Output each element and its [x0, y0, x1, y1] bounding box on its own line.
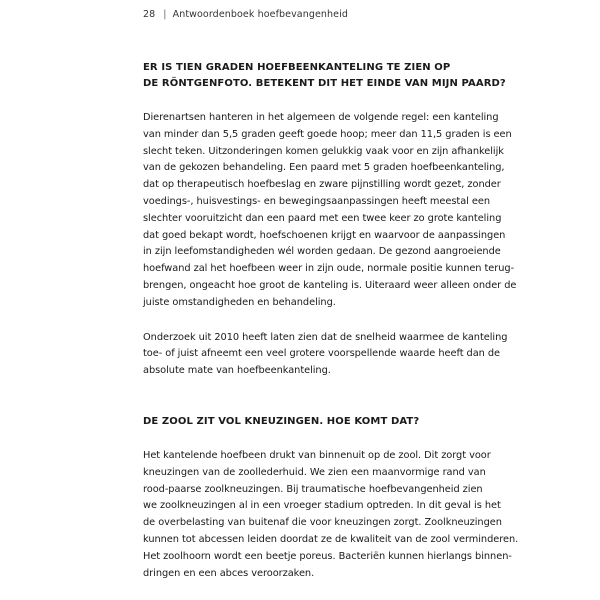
- text-line: in zijn leefomstandigheden wél worden gedaan. De gezond aangroeiende: [143, 246, 501, 258]
- paragraph-research-2010: [143, 330, 508, 380]
- text-line: brengen, ongeacht hoe groot de kanteling is. Uiteraard weer alleen onder de: [143, 279, 517, 291]
- text-line: de overbelasting van buitenaf die voor kneuzingen zorgt. Zoolkneuzingen: [143, 517, 502, 529]
- text-line: juiste omstandigheden en behandeling.: [143, 296, 336, 308]
- section-heading-sole-bruising: [143, 414, 473, 430]
- text-line: rood-paarse zoolkneuzingen. Bij traumatische hoefbevangenheid zien: [143, 483, 483, 495]
- paragraph-tilt-rules: [143, 110, 517, 312]
- header-separator: |: [163, 9, 167, 20]
- page-number: 28: [143, 9, 156, 20]
- text-line: slechter vooruitzicht dan een paard met een twee keer zo grote kanteling: [143, 212, 502, 224]
- text-line: voedings-, huisvestings- en bewegingsaanpassingen heeft meestal een: [143, 195, 491, 207]
- section-heading-tilt: [143, 60, 506, 92]
- text-line: kunnen tot abcessen leiden doordat ze de kwaliteit van de zool verminderen.: [143, 533, 519, 545]
- text-line: slecht teken. Uitzonderingen komen gelukkig vaak voor en zijn afhankelijk: [143, 145, 504, 157]
- text-line: Onderzoek uit 2010 heeft laten zien dat de snelheid waarmee de kanteling: [143, 331, 508, 343]
- heading-line: ER IS TIEN GRADEN HOEFBEENKANTELING TE ZIEN OP: [143, 62, 451, 73]
- heading-line: DE ZOOL ZIT VOL KNEUZINGEN. HOE KOMT DAT?: [143, 415, 420, 427]
- text-line: van minder dan 5,5 graden geeft goede hoop; meer dan 11,5 graden is een: [143, 128, 512, 140]
- text-line: van de gekozen behandeling. Een paard met 5 graden hoefbeenkanteling,: [143, 162, 505, 174]
- running-title: Antwoordenboek hoefbevangenheid: [172, 9, 348, 20]
- text-line: kneuzingen van de zoollederhuid. We zien een maanvormige rand van: [143, 466, 486, 478]
- text-line: we zoolkneuzingen al in een vroeger stadium optreden. In dit geval is het: [143, 500, 501, 512]
- text-line: hoefwand zal het hoefbeen weer in zijn oude, normale positie kunnen terug-: [143, 263, 515, 275]
- paragraph-sole-bruising: [143, 448, 519, 582]
- running-header: [143, 9, 348, 20]
- text-line: Dierenartsen hanteren in het algemeen de volgende regel: een kanteling: [143, 112, 499, 123]
- text-line: Het kantelende hoefbeen drukt van binnenuit op de zool. Dit zorgt voor: [143, 449, 491, 461]
- text-line: dat op therapeutisch hoefbeslag en zware pijnstilling wordt gezet, zonder: [143, 179, 501, 191]
- text-line: dringen en een abces veroorzaken.: [143, 567, 315, 579]
- text-line: dat goed bekapt wordt, hoefschoenen krijgt en waarvoor de aanpassingen: [143, 229, 506, 241]
- text-line: Het zoolhoorn wordt een beetje poreus. Bacteriën kunnen hierlangs binnen-: [143, 550, 512, 562]
- heading-line: DE RÖNTGENFOTO. BETEKENT DIT HET EINDE VAN MIJN PAARD?: [143, 78, 506, 89]
- text-line: absolute mate van hoefbeenkanteling.: [143, 365, 331, 377]
- page-content: [143, 60, 519, 582]
- text-line: toe- of juist afneemt een veel grotere voorspellende waarde heeft dan de: [143, 348, 501, 360]
